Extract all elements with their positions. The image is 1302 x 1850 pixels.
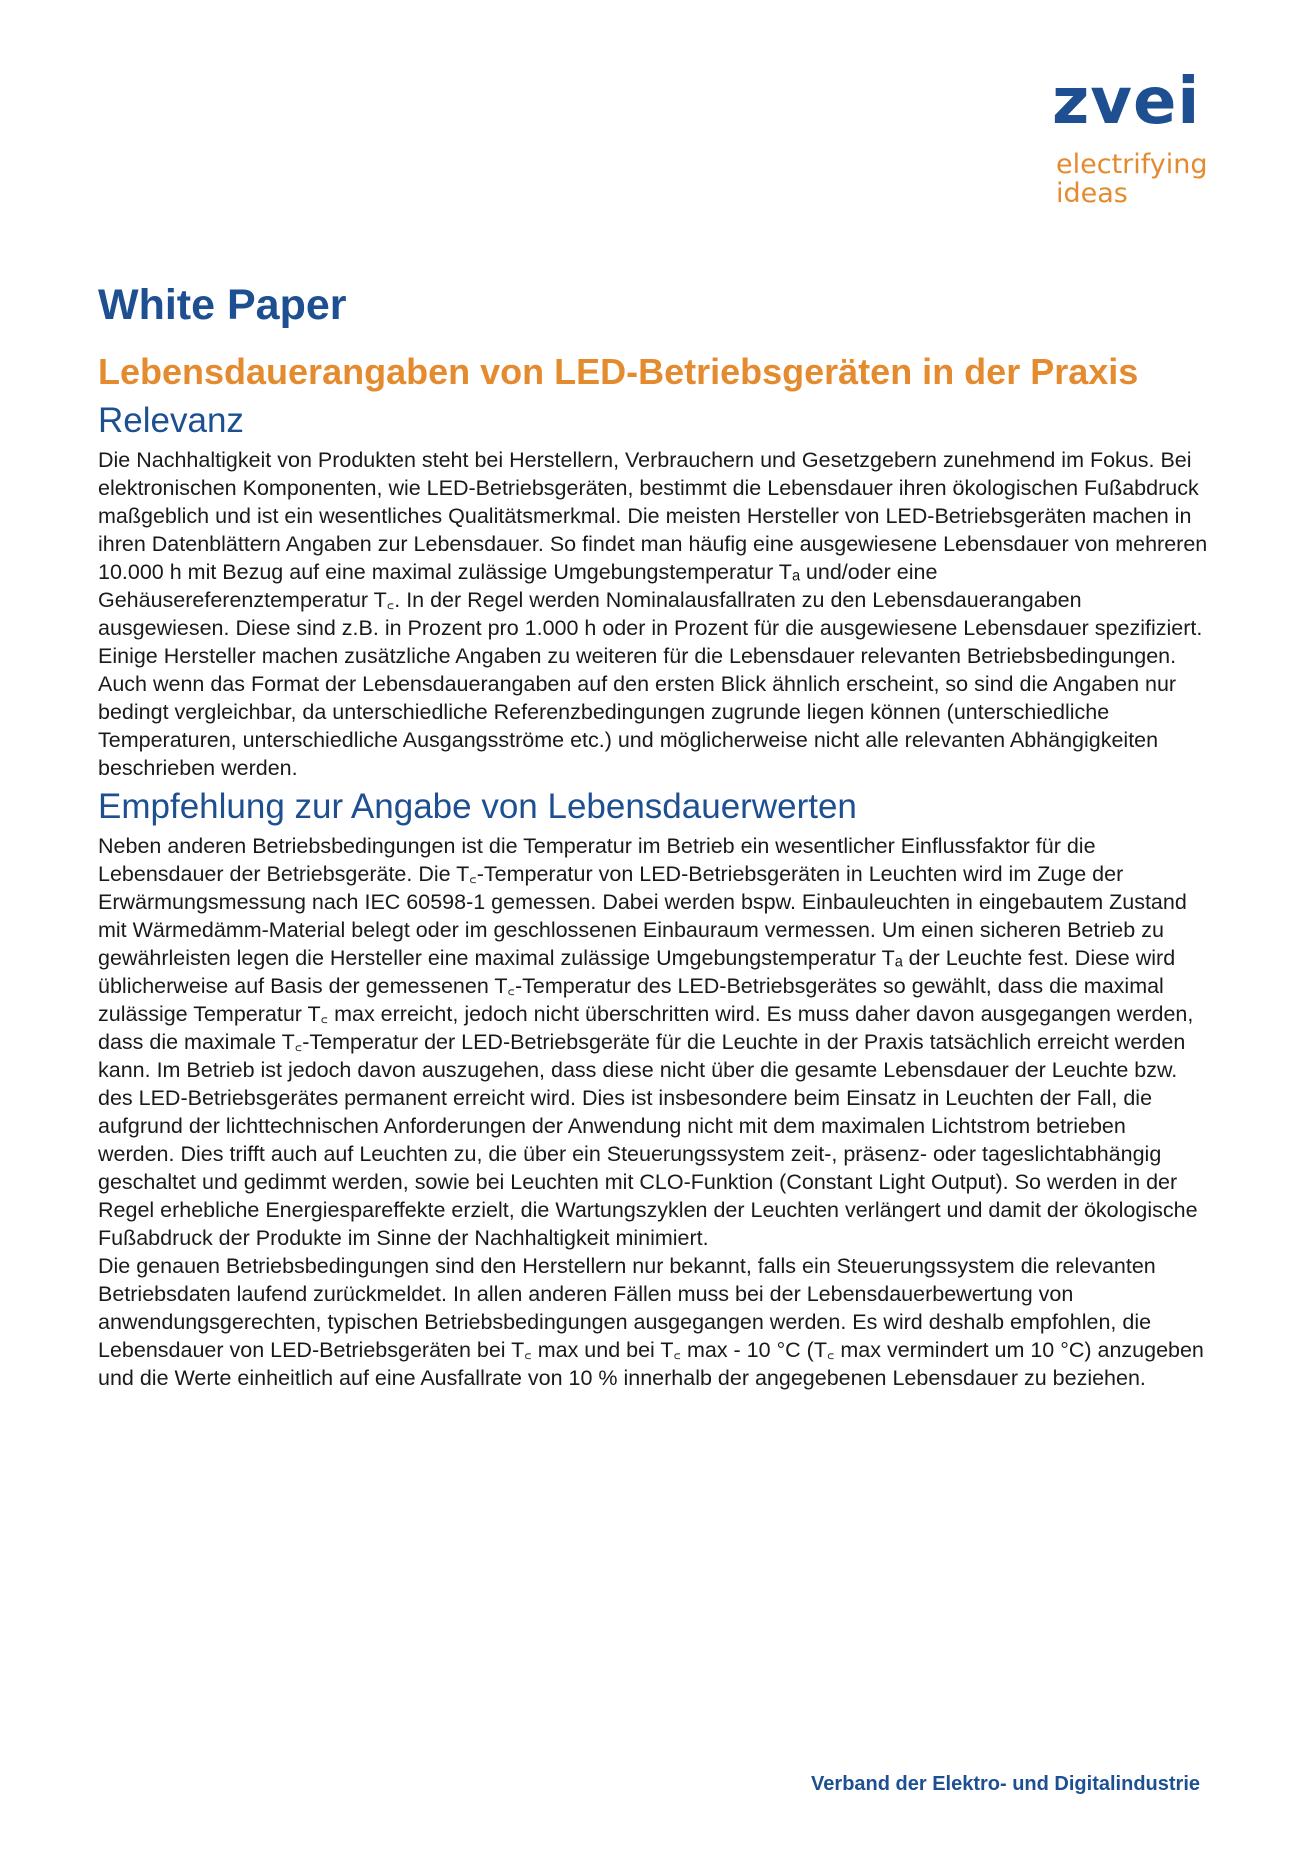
paragraph-relevanz-2: Auch wenn das Format der Lebensdauerangaben auf den ersten Blick ähnlich erscheint, so sind die Angaben nur bedingt vergleichbar, da unterschiedliche Referenzbedingungen zugrunde liegen können (unterschiedliche Temperaturen, unterschiedliche Ausgangsströme etc.) und möglicherweise nicht alle relevanten Abhängigkeiten beschrieben werden. (98, 672, 1177, 780)
paragraph-empfehlung-1: Neben anderen Betriebsbedingungen ist die Temperatur im Betrieb ein wesentlicher Einflussfaktor für die Lebensdauer der Betriebsgeräte. Die T꜀-Temperatur von LED-Betriebsgeräten in Leuchten wird im Zuge der Erwärmungsmessung nach IEC 60598-1 gemessen. Dabei werden bspw. Einbauleuchten in eingebautem Zustand mit Wärmedämm-Material belegt oder im geschlossenen Einbauraum vermessen. Um einen sicheren Betrieb zu gewährleisten legen die Hersteller eine maximal zulässige Umgebungstemperatur Tₐ der Leuchte fest. Diese wird üblicherweise auf Basis der gemessenen T꜀-Temperatur des LED-Betriebsgerätes so gewählt, dass die maximal zulässige Temperatur T꜀ max erreicht, jedoch nicht überschritten wird. Es muss daher davon ausgegangen werden, dass die maximale T꜀-Temperatur der LED-Betriebsgeräte für die Leuchte in der Praxis tatsächlich erreicht werden kann. Im Betrieb ist jedoch davon auszugehen, dass diese nicht über die gesamte Lebensdauer der Leuchte bzw. des LED-Betriebsgerätes permanent erreicht wird. Dies ist insbesondere beim Einsatz in Leuchten der Fall, die aufgrund der lichttechnischen Anforderungen der Anwendung nicht mit dem maximalen Lichtstrom betrieben werden. Dies trifft auch auf Leuchten zu, die über ein Steuerungssystem zeit-, präsenz- oder tageslichtabhängig geschaltet und gedimmt werden, sowie bei Leuchten mit CLO-Funktion (Constant Light Output). So werden in der Regel erhebliche Energiespareffekte erzielt, die Wartungszyklen der Leuchten verlängert und damit der ökologische Fußabdruck der Produkte im Sinne der Nachhaltigkeit minimiert. (98, 834, 1198, 1250)
document-type-label: White Paper (98, 281, 347, 329)
paragraph-empfehlung-2: Die genauen Betriebsbedingungen sind den Herstellern nur bekannt, falls ein Steuerungssystem die relevanten Betriebsdaten laufend zurückmeldet. In allen anderen Fällen muss bei der Lebensdauerbewertung von anwendungsgerechten, typischen Betriebsbedingungen ausgegangen werden. Es wird deshalb empfohlen, die Lebensdauer von LED-Betriebsgeräten bei T꜀ max und bei T꜀ max - 10 °C (T꜀ max vermindert um 10 °C) anzugeben und die Werte einheitlich auf eine Ausfallrate von 10 % innerhalb der angegebenen Lebensdauer zu beziehen. (98, 1254, 1204, 1390)
document-body (98, 276, 1208, 1392)
logo-tagline (1056, 150, 1208, 208)
document-title: Lebensdauerangaben von LED-Betriebsgeräten in der Praxis (98, 351, 1139, 392)
logo-wordmark: zvei (1052, 65, 1201, 139)
logo-tagline-line2: ideas (1056, 178, 1128, 209)
paragraph-relevanz-1: Die Nachhaltigkeit von Produkten steht bei Herstellern, Verbrauchern und Gesetzgebern zunehmend im Fokus. Bei elektronischen Komponenten, wie LED-Betriebsgeräten, bestimmt die Lebensdauer ihren ökologischen Fußabdruck maßgeblich und ist ein wesentliches Qualitätsmerkmal. Die meisten Hersteller von LED-Betriebsgeräten machen in ihren Datenblättern Angaben zur Lebensdauer. So findet man häufig eine ausgewiesene Lebensdauer von mehreren 10.000 h mit Bezug auf eine maximal zulässige Umgebungstemperatur Tₐ und/oder eine Gehäusereferenztemperatur T꜀. In der Regel werden Nominalausfallraten zu den Lebensdauerangaben ausgewiesen. Diese sind z.B. in Prozent pro 1.000 h oder in Prozent für die ausgewiesene Lebensdauer spezifiziert. Einige Hersteller machen zusätzliche Angaben zu weiteren für die Lebensdauer relevanten Betriebsbedingungen. (98, 448, 1208, 668)
zvei-logo (1052, 65, 1252, 220)
footer-organization: Verband der Elektro- und Digitalindustrie (811, 1773, 1200, 1795)
section-heading-relevanz: Relevanz (98, 401, 244, 440)
section-heading-empfehlung: Empfehlung zur Angabe von Lebensdauerwerten (98, 787, 857, 826)
logo-tagline-line1: electrifying (1056, 149, 1208, 180)
